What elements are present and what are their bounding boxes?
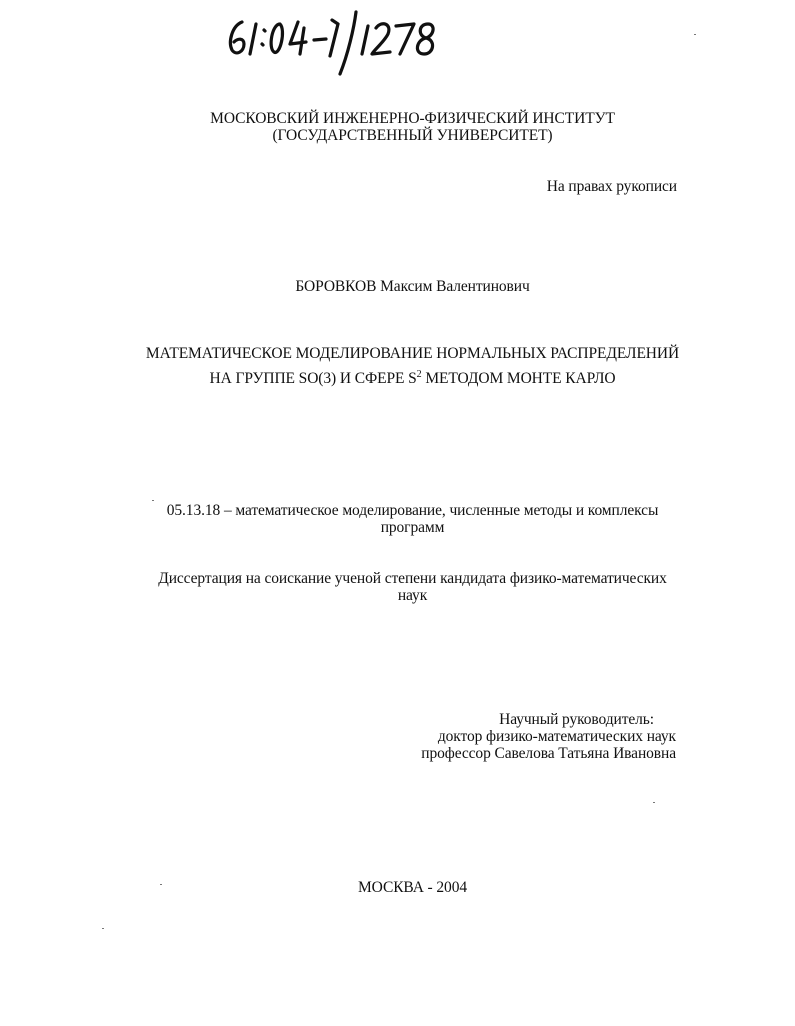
thesis-title-line-1: МАТЕМАТИЧЕСКОЕ МОДЕЛИРОВАНИЕ НОРМАЛЬНЫХ РАСПРЕДЕЛЕНИЙ [145,345,680,362]
specialty-code-line-2: программ [380,519,445,536]
supervisor-label: Научный руководитель: [499,711,654,728]
thesis-title-line-2-start: НА ГРУППЕ SO(3) И СФЕРЕ S [209,370,417,387]
institute-status: (ГОСУДАРСТВЕННЫЙ УНИВЕРСИТЕТ) [272,127,553,144]
supervisor-degree: доктор физико-математических наук [437,728,676,745]
manuscript-rights-note: На правах рукописи [546,178,677,195]
superscript-two: 2 [416,369,422,380]
supervisor-name: профессор Савелова Татьяна Ивановна [421,745,676,762]
scan-speck [653,802,655,803]
scan-speck [694,34,696,35]
dissertation-degree-line-2: наук [397,587,428,604]
dissertation-degree-line-1: Диссертация на соискание ученой степени кандидата физико-математических [158,570,667,587]
scan-speck [160,884,162,885]
specialty-code-line-1: 05.13.18 – математическое моделирование, численные методы и комплексы [166,502,659,519]
thesis-title-line-2 [20,366,795,388]
institute-name: МОСКОВСКИЙ ИНЖЕНЕРНО-ФИЗИЧЕСКИЙ ИНСТИТУТ [210,110,615,127]
author-name: БОРОВКОВ Максим Валентинович [295,278,530,295]
handwritten-catalog-number [222,8,452,80]
scan-speck [152,500,154,501]
scan-speck [102,928,104,929]
thesis-title-line-2-end: МЕТОДОМ МОНТЕ КАРЛО [421,370,616,387]
handwritten-signature-graphic [222,8,452,80]
city-and-year: МОСКВА - 2004 [357,879,467,896]
